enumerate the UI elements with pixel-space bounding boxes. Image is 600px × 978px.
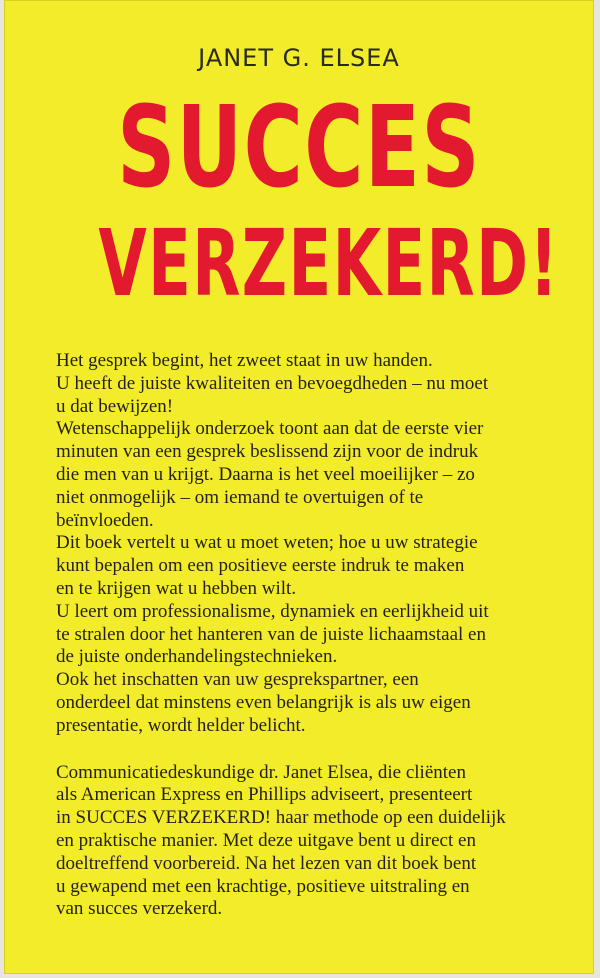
blurb-line: U heeft de juiste kwaliteiten en bevoegdheden – nu moet — [56, 372, 489, 394]
blurb-line: niet onmogelijk – om iemand te overtuigen of te — [56, 486, 424, 508]
book-title-line-2: VERZEKERD! — [98, 210, 560, 317]
blurb-line: Wetenschappelijk onderzoek toont aan dat de eerste vier — [56, 418, 484, 440]
blurb-line: als American Express en Phillips adviseert, presenteert — [56, 784, 473, 806]
blurb-line: in SUCCES VERZEKERD! haar methode op een duidelijk — [56, 807, 506, 829]
blurb-line: doeltreffend voorbereid. Na het lezen van dit boek bent — [56, 852, 477, 874]
book-back-cover — [4, 0, 594, 974]
blurb-line: Het gesprek begint, het zweet staat in uw handen. — [56, 350, 433, 371]
blurb-line: Ook het inschatten van uw gesprekspartner, een — [56, 669, 419, 691]
blurb-line: onderdeel dat minstens even belangrijk is als uw eigen — [56, 691, 471, 713]
book-title-line-1: SUCCES — [117, 83, 481, 213]
blurb-line: presentatie, wordt helder belicht. — [56, 714, 306, 736]
blurb-line: en praktische manier. Met deze uitgave bent u direct en — [56, 829, 476, 851]
blurb-line: en te krijgen wat u hebben wilt. — [56, 577, 297, 599]
paragraph-spacer — [56, 738, 576, 762]
blurb-line: u dat bewijzen! — [56, 395, 174, 417]
author-name: JANET G. ELSEA — [198, 44, 400, 72]
blurb-line: de juiste onderhandelingstechnieken. — [56, 646, 338, 668]
blurb-line: Dit boek vertelt u wat u moet weten; hoe u uw strategie — [56, 532, 478, 554]
blurb-line: te stralen door het hanteren van de juiste lichaamstaal en — [56, 623, 486, 645]
blurb-line: u gewapend met een krachtige, positieve uitstraling en — [56, 875, 470, 897]
blurb-line: van succes verzekerd. — [56, 898, 223, 920]
blurb-line: minuten van een gesprek beslissend zijn voor de indruk — [56, 441, 479, 463]
blurb-line: Communicatiedeskundige dr. Janet Elsea, die cliënten — [56, 761, 466, 783]
back-cover-blurb — [56, 350, 576, 921]
blurb-line: beïnvloeden. — [56, 509, 154, 531]
blurb-line: U leert om professionalisme, dynamiek en eerlijkheid uit — [56, 600, 489, 622]
blurb-line: die men van u krijgt. Daarna is het veel moeilijker – zo — [56, 463, 475, 485]
blurb-line: kunt bepalen om een positieve eerste indruk te maken — [56, 555, 465, 577]
